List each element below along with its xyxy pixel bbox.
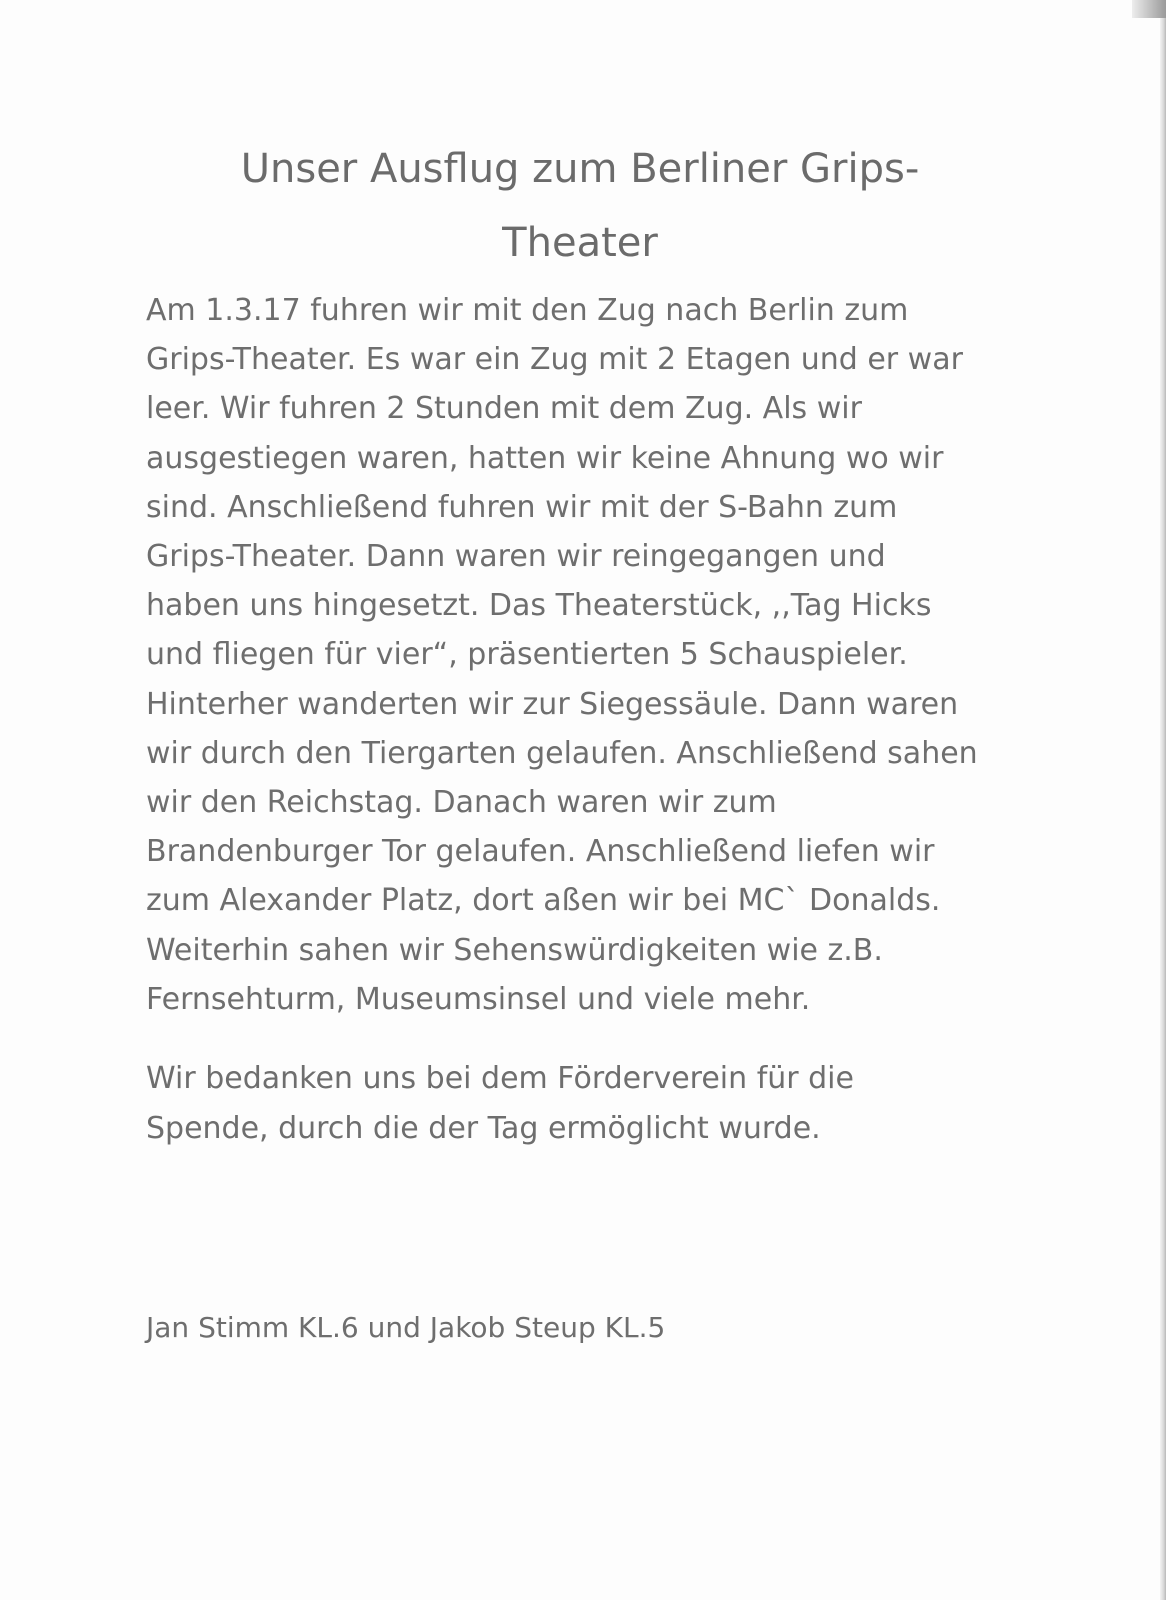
paragraph-line: Fernsehturm, Museumsinsel und viele mehr. [146,981,811,1017]
paragraph-line: wir durch den Tiergarten gelaufen. Anschließend sahen [146,735,978,771]
thanks-paragraph [146,1054,1006,1154]
report-paragraph [146,286,1006,1024]
paragraph-line: haben uns hingesetzt. Das Theaterstück, ,,Tag Hicks [146,588,932,624]
paragraph-line: wir den Reichstag. Danach waren wir zum [146,785,777,821]
paragraph-line: Brandenburger Tor gelaufen. Anschließend liefen wir [146,834,935,870]
paragraph-line: Grips-Theater. Dann waren wir reingegangen und [146,539,886,575]
paragraph-line: Hinterher wanderten wir zur Siegessäule. Dann waren [146,686,959,722]
title-line-2: Theater [502,220,658,266]
paragraph-line: Grips-Theater. Es war ein Zug mit 2 Etagen und er war [146,342,963,378]
paragraph-line: leer. Wir fuhren 2 Stunden mit dem Zug. Als wir [146,391,862,427]
document-title [130,132,1030,280]
scan-corner-shadow [1132,0,1166,18]
paragraph-line: zum Alexander Platz, dort aßen wir bei MC` Donalds. [146,883,941,919]
authors-line: Jan Stimm KL.6 und Jakob Steup KL.5 [146,1311,666,1344]
paragraph-line: und fliegen für vier“, präsentierten 5 Schauspieler. [146,637,908,673]
paragraph-line: Weiterhin sahen wir Sehenswürdigkeiten wie z.B. [146,932,883,968]
thanks-line: Spende, durch die der Tag ermöglicht wurde. [146,1111,821,1146]
paragraph-line: Am 1.3.17 fuhren wir mit den Zug nach Berlin zum [146,293,909,328]
scan-edge-shadow [1160,0,1166,1600]
title-line-1: Unser Ausflug zum Berliner Grips- [240,146,920,192]
paragraph-line: ausgestiegen waren, hatten wir keine Ahnung wo wir [146,440,944,476]
thanks-line: Wir bedanken uns bei dem Förderverein für die [146,1061,854,1096]
paragraph-line: sind. Anschließend fuhren wir mit der S-Bahn zum [146,489,898,525]
